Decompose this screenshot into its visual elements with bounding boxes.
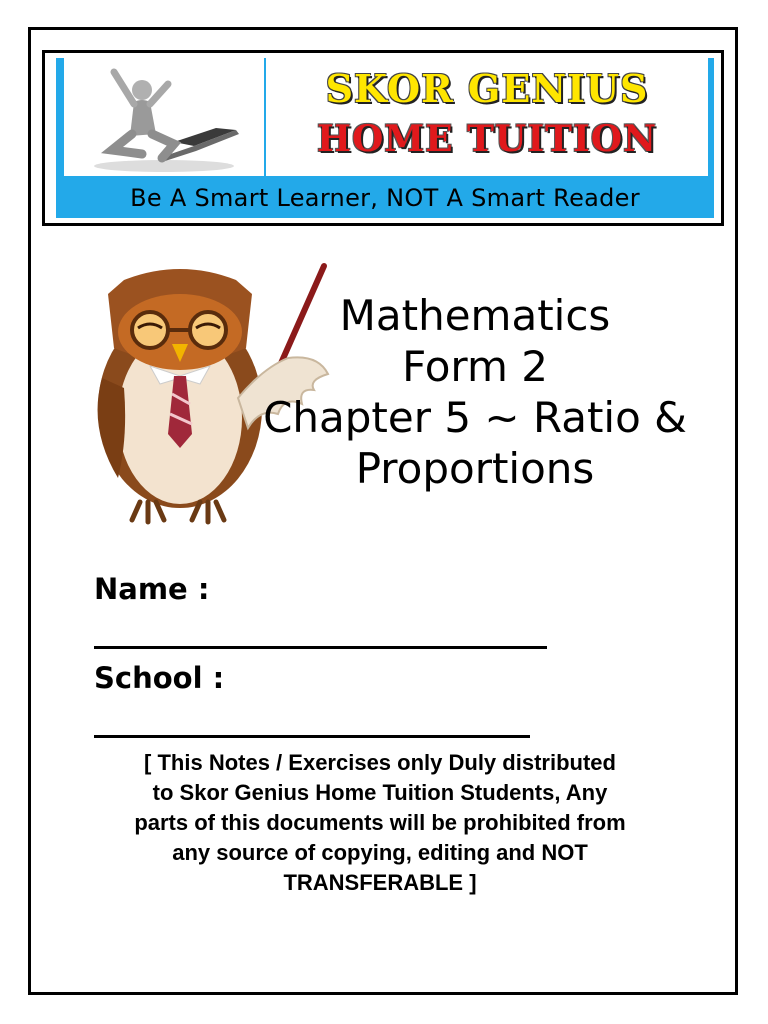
disclaimer-line: TRANSFERABLE ] [283,870,477,895]
brand-subtitle: HOME TUITION [316,118,658,160]
copyright-disclaimer [70,748,690,898]
title-form: Form 2 [402,342,548,391]
disclaimer-line: [ This Notes / Exercises only Duly distributed [144,750,616,775]
disclaimer-line: parts of this documents will be prohibited from [134,810,626,835]
name-line [94,646,547,649]
tagline: Be A Smart Learner, NOT A Smart Reader [130,184,640,212]
school-label: School : [94,661,225,695]
brand-title-box [266,58,708,176]
name-label: Name : [94,572,210,606]
school-line [94,735,530,738]
title-chapter: Chapter 5 ~ Ratio & [263,393,687,442]
brand-name: SKOR GENIUS [325,66,649,111]
cover-title [240,290,710,494]
disclaimer-line: to Skor Genius Home Tuition Students, Any [152,780,608,805]
student-laptop-illustration [64,58,264,176]
title-topic: Proportions [355,444,595,493]
title-subject: Mathematics [339,291,611,340]
disclaimer-line: any source of copying, editing and NOT [172,840,588,865]
